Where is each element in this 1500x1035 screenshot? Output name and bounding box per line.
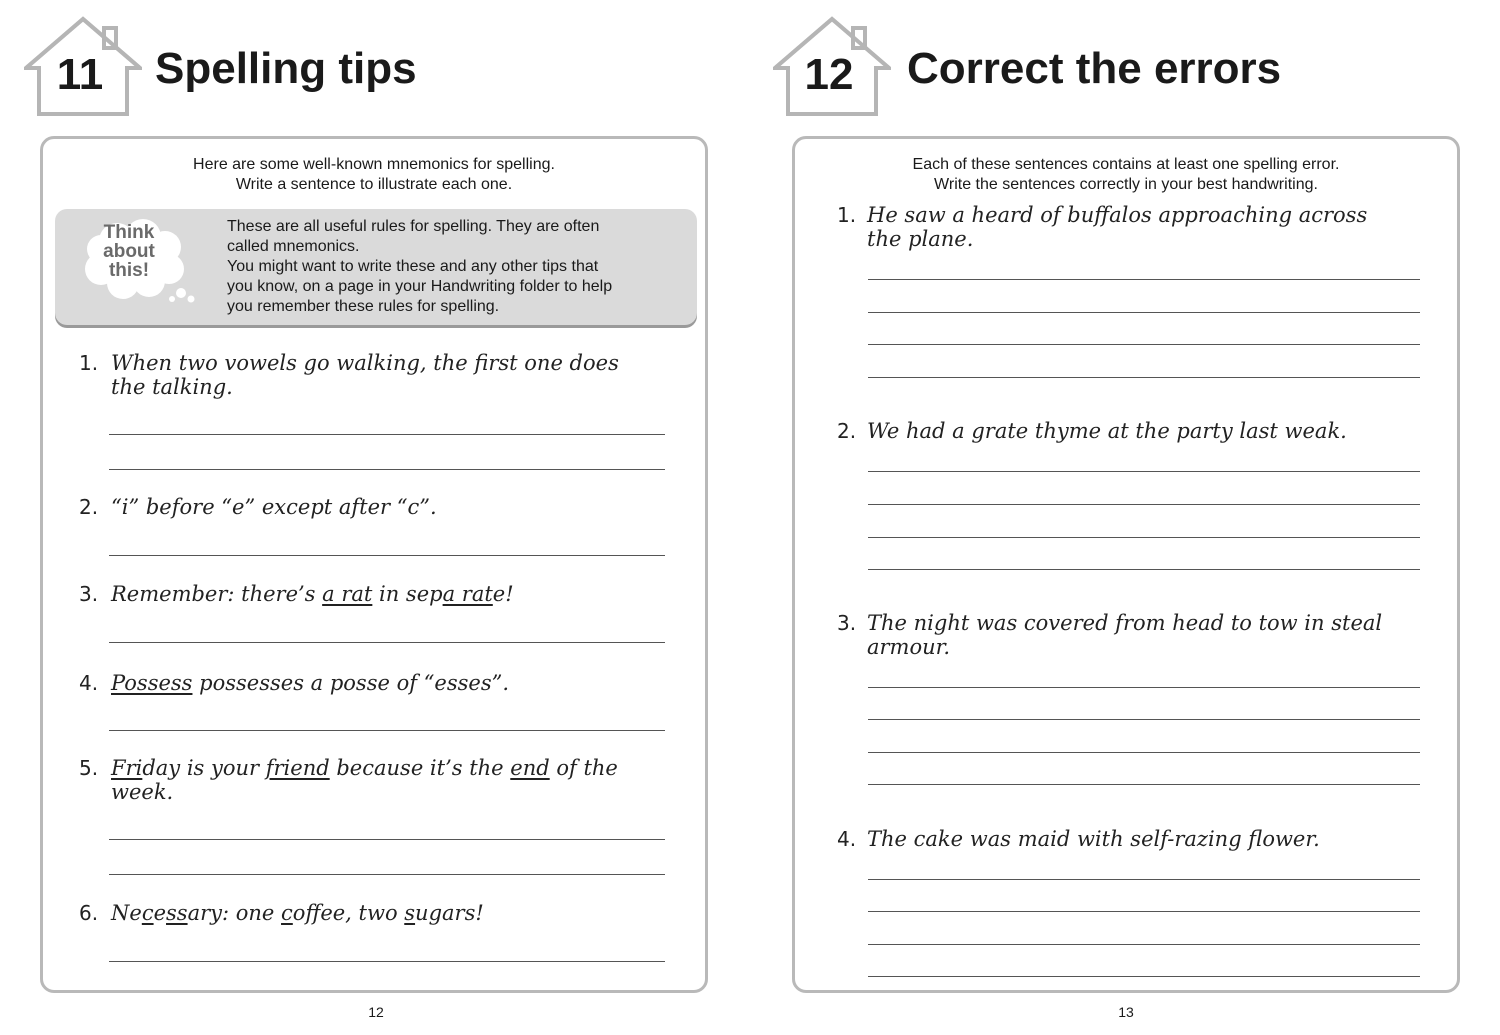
underlined-part: Fri — [111, 756, 143, 780]
instructions — [795, 155, 1457, 195]
instruction-line: Each of these sentences contains at least one spelling error. — [912, 156, 1340, 173]
instruction-line: Write a sentence to illustrate each one. — [235, 176, 513, 193]
text-part: possesses a posse of “esses”. — [192, 671, 510, 695]
item-text: “i” before “e” except after “c”. — [111, 495, 437, 519]
instruction-line: Here are some well-known mnemonics for spelling. — [193, 156, 555, 173]
instruction-line: Write the sentences correctly in your best handwriting. — [934, 176, 1318, 193]
item-text: The cake was maid with self-razing flower. — [867, 827, 1320, 851]
writing-line[interactable] — [868, 569, 1420, 570]
item-text — [111, 671, 509, 695]
underlined-part: c — [281, 901, 293, 925]
item-number: 3. — [837, 611, 857, 635]
text-part: Remember: there’s — [111, 582, 323, 606]
text-part: Ne — [111, 901, 142, 925]
text-part: e — [153, 901, 167, 925]
item-number: 1. — [837, 203, 857, 227]
tip-line: called mnemonics. — [227, 238, 360, 255]
badge-line: this! — [108, 260, 150, 281]
think-about-this-badge — [77, 223, 181, 280]
writing-line[interactable] — [109, 961, 665, 962]
item-text — [111, 756, 618, 780]
page-number-left: 12 — [368, 1004, 384, 1020]
item-number: 6. — [79, 901, 99, 925]
underlined-part: friend — [265, 756, 330, 780]
badge-line: Think — [103, 222, 155, 243]
writing-line[interactable] — [868, 944, 1420, 945]
text-part: ugars! — [415, 901, 484, 925]
page-number-right: 13 — [1118, 1004, 1134, 1020]
writing-line[interactable] — [109, 642, 665, 643]
writing-line[interactable] — [109, 730, 665, 731]
writing-line[interactable] — [109, 839, 665, 840]
writing-line[interactable] — [868, 312, 1420, 313]
writing-line[interactable] — [868, 377, 1420, 378]
underlined-part: a rat — [442, 582, 493, 606]
item-number: 4. — [837, 827, 857, 851]
writing-line[interactable] — [868, 879, 1420, 880]
writing-line[interactable] — [109, 874, 665, 875]
text-part: day is your — [142, 756, 266, 780]
page-title-right: Correct the errors — [907, 44, 1282, 93]
item-text: the plane. — [867, 227, 974, 251]
section-number-badge-right — [773, 16, 891, 116]
tip-box — [55, 209, 697, 325]
text-part: e! — [492, 582, 514, 606]
right-worksheet-panel — [792, 136, 1460, 993]
item-number: 2. — [79, 495, 99, 519]
tip-line: You might want to write these and any other tips that — [227, 258, 599, 275]
item-text: week. — [111, 780, 174, 804]
writing-line[interactable] — [868, 719, 1420, 720]
item-text: armour. — [867, 635, 951, 659]
underlined-part: end — [510, 756, 550, 780]
tip-line: These are all useful rules for spelling. They are often — [227, 218, 600, 235]
text-part: offee, two — [292, 901, 405, 925]
item-text — [111, 901, 484, 925]
item-text: The night was covered from head to tow in steal — [867, 611, 1383, 635]
writing-line[interactable] — [868, 471, 1420, 472]
tip-text — [227, 217, 657, 317]
writing-line[interactable] — [868, 752, 1420, 753]
item-number: 2. — [837, 419, 857, 443]
item-text: When two vowels go walking, the first one does — [111, 351, 619, 375]
tip-line: you know, on a page in your Handwriting folder to help — [227, 278, 613, 295]
writing-line[interactable] — [868, 976, 1420, 977]
item-text: We had a grate thyme at the party last weak. — [867, 419, 1347, 443]
item-number: 3. — [79, 582, 99, 606]
item-text: He saw a heard of buffalos approaching across — [867, 203, 1368, 227]
instructions — [43, 155, 705, 195]
item-text: the talking. — [111, 375, 233, 399]
section-number: 12 — [804, 50, 854, 99]
writing-line[interactable] — [868, 344, 1420, 345]
page-title-left: Spelling tips — [155, 44, 417, 93]
writing-line[interactable] — [109, 434, 665, 435]
item-text — [111, 582, 514, 606]
underlined-part: a rat — [322, 582, 373, 606]
text-part: ary: one — [187, 901, 282, 925]
underlined-part: c — [141, 901, 154, 925]
underlined-part: ss — [166, 901, 188, 925]
text-part: in sep — [372, 582, 443, 606]
writing-line[interactable] — [868, 279, 1420, 280]
section-number-badge-left — [24, 16, 142, 116]
tip-line: you remember these rules for spelling. — [227, 298, 500, 315]
text-part: because it’s the — [329, 756, 511, 780]
underlined-part: s — [404, 901, 416, 925]
writing-line[interactable] — [868, 687, 1420, 688]
writing-line[interactable] — [868, 911, 1420, 912]
section-number: 11 — [56, 50, 104, 99]
writing-line[interactable] — [868, 537, 1420, 538]
writing-line[interactable] — [868, 504, 1420, 505]
item-number: 4. — [79, 671, 99, 695]
writing-line[interactable] — [868, 784, 1420, 785]
writing-line[interactable] — [109, 555, 665, 556]
underlined-part: Possess — [111, 671, 193, 695]
badge-line: about — [103, 241, 155, 262]
writing-line[interactable] — [109, 469, 665, 470]
text-part: of the — [549, 756, 618, 780]
item-number: 1. — [79, 351, 99, 375]
left-worksheet-panel — [40, 136, 708, 993]
item-number: 5. — [79, 756, 99, 780]
